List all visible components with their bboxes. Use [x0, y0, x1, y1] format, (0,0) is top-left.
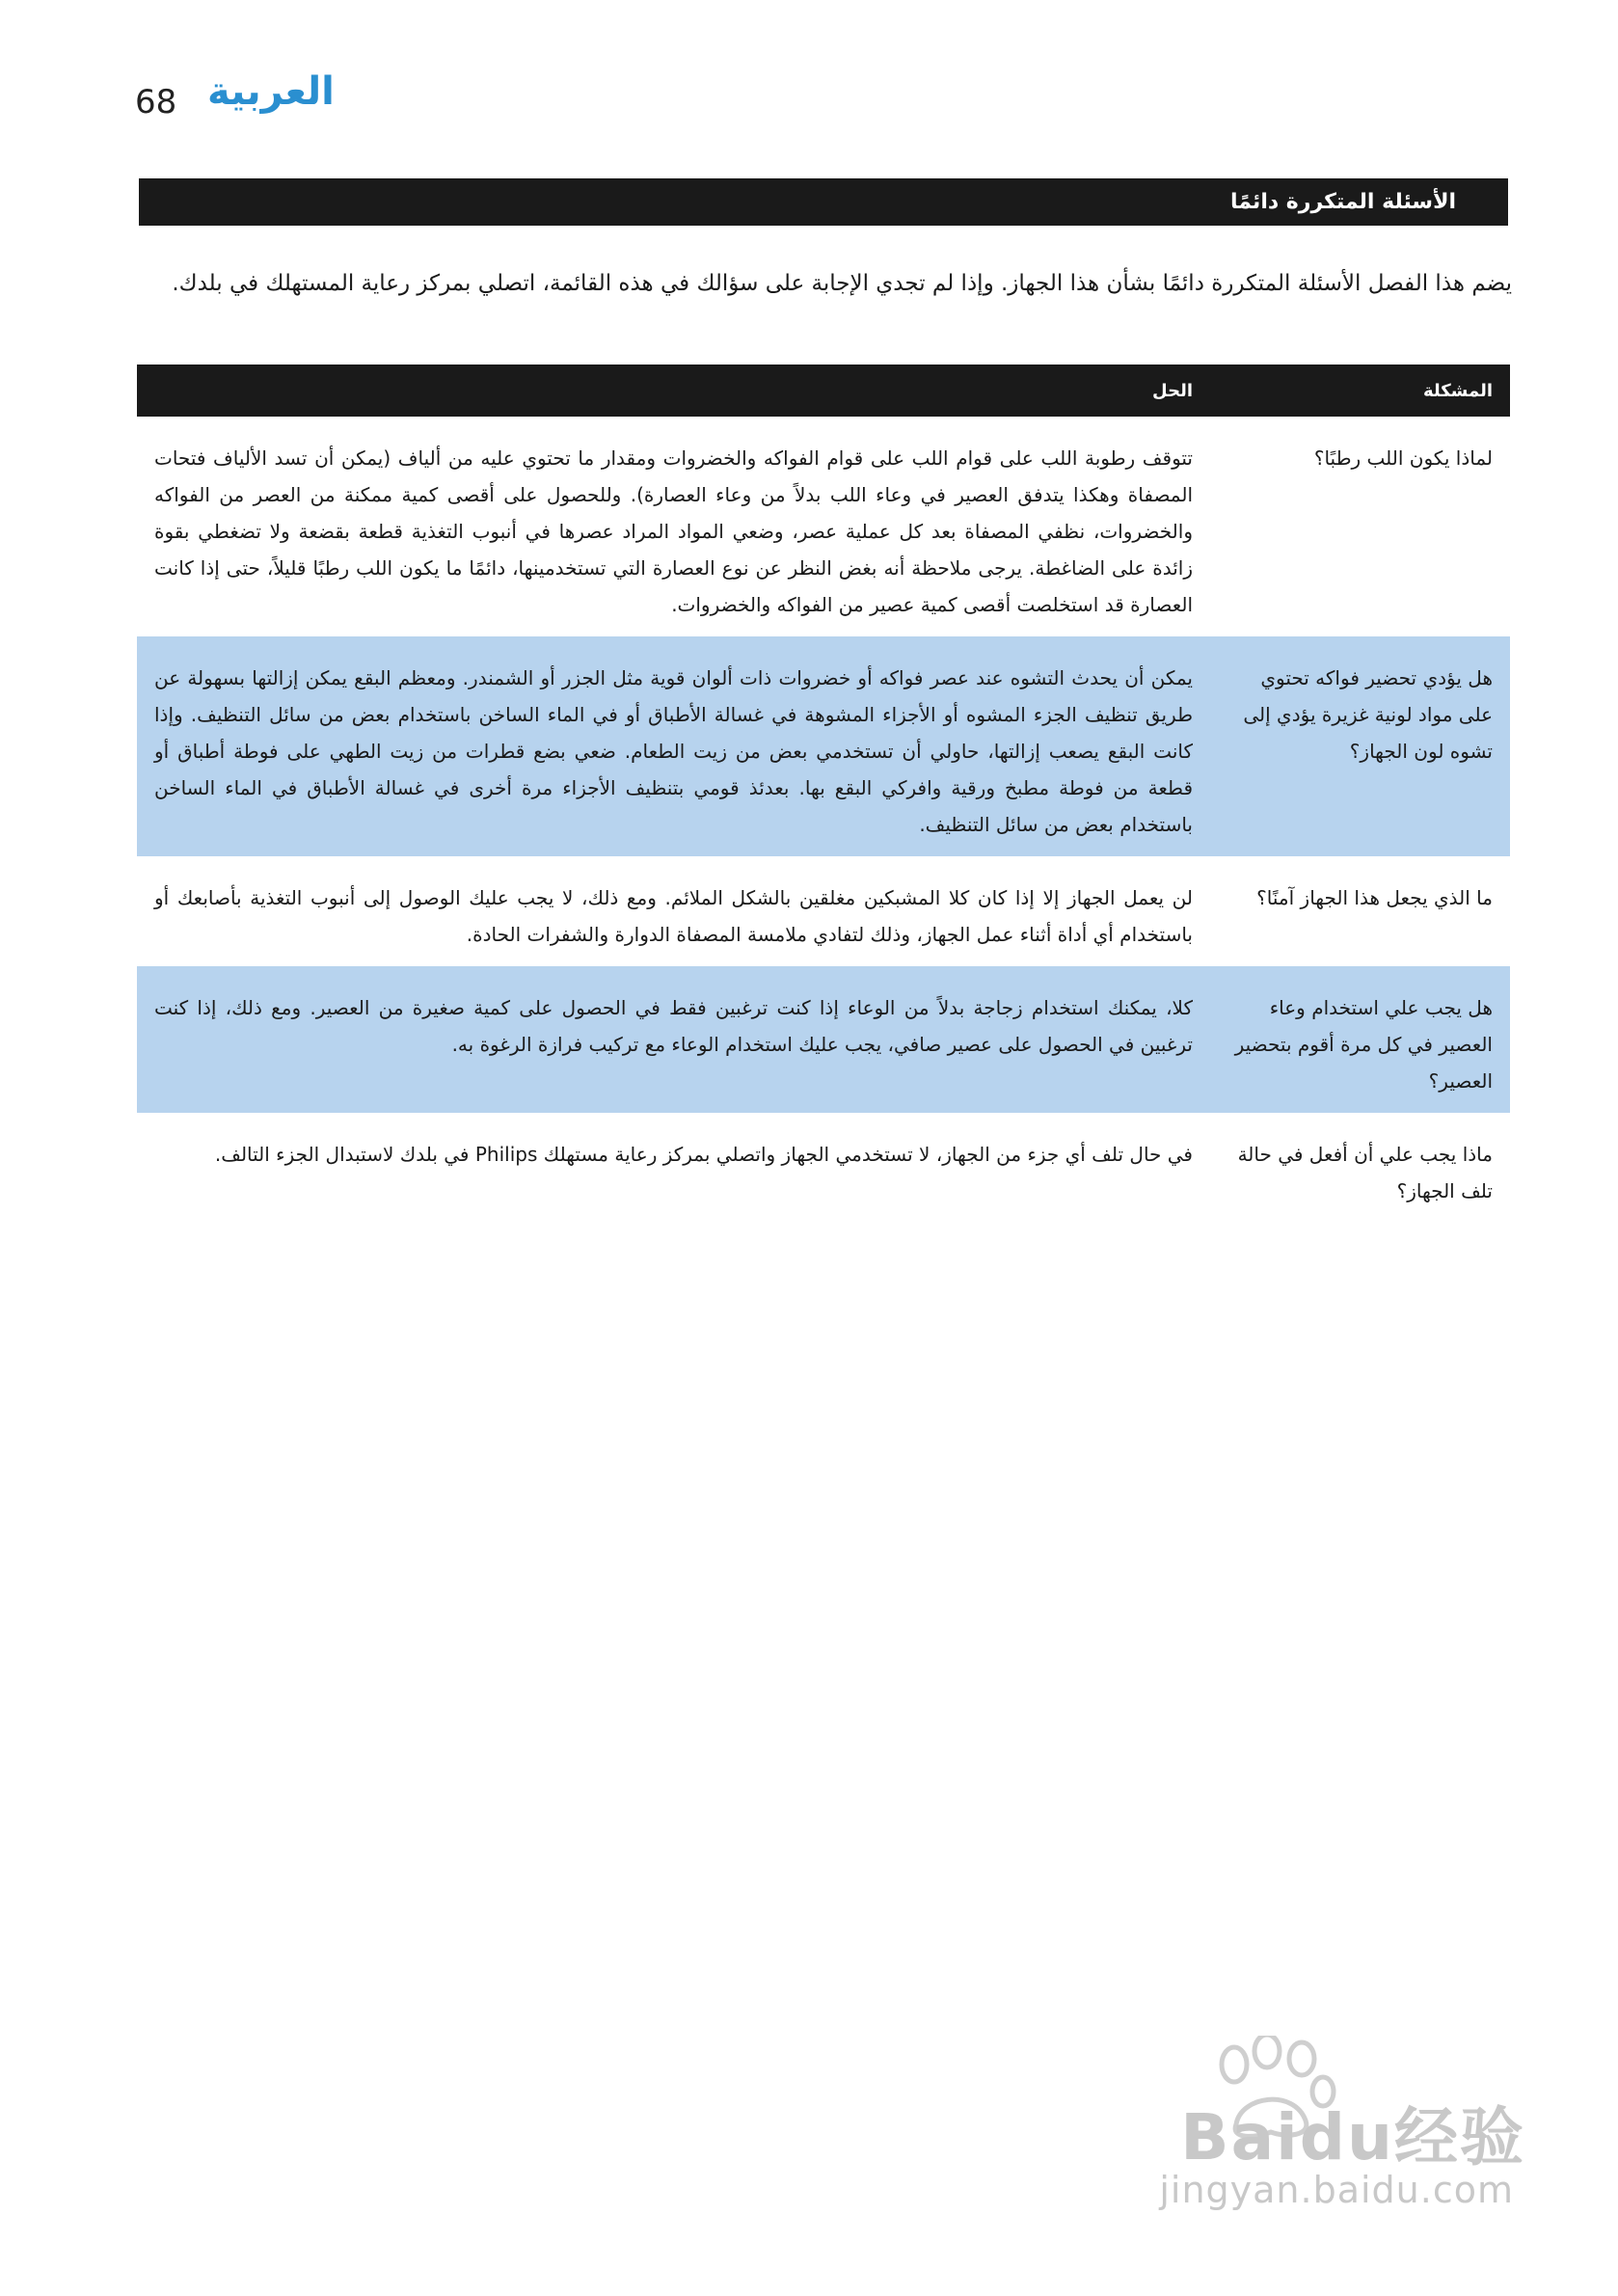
solution-cell: يمكن أن يحدث التشوه عند عصر فواكه أو خضروات ذات ألوان قوية مثل الجزر أو الشمندر. ومعظم البقع يمكن إزالتها بسهولة عن طريق تنظيف الجزء المشوه أو الأجزاء المشوهة في غسالة الأطباق أو في الماء الساخن باستخدام بعض من سائل التنظيف. وإذا كانت البقع يصعب إزالتها، حاولي أن تستخدمي بعض من زيت الطعام. ضعي بضع قطرات من زيت الطهي على فوطة أطباق أو قطعة من فوطة مطبخ ورقية وافركي البقع بها. بعدئذ قومي بتنظيف الأجزاء مرة أخرى في غسالة الأطباق في الماء الساخن باستخدام بعض من سائل التنظيف. — [137, 636, 1210, 856]
problem-cell: هل يجب علي استخدام وعاء العصير في كل مرة أقوم بتحضير العصير؟ — [1210, 966, 1510, 1113]
problem-cell: ما الذي يجعل هذا الجهاز آمنًا؟ — [1256, 886, 1493, 909]
faq-header-row — [137, 365, 1510, 417]
watermark-url: jingyan.baidu.com — [1159, 2169, 1514, 2211]
solution-text-after: في بلدك لاستبدال الجزء التالف. — [214, 1143, 470, 1166]
brand-name: Philips — [474, 1143, 538, 1166]
problem-cell: هل يؤدي تحضير فواكه تحتوي على مواد لونية غزيرة يؤدي إلى تشوه لون الجهاز؟ — [1210, 636, 1510, 856]
solution-cell: لن يعمل الجهاز إلا إذا كان كلا المشبكين مغلقين بالشكل الملائم. ومع ذلك، لا يجب عليك الوصول إلى أنبوب التغذية بأصابعك أو باستخدام أي أداة أثناء عمل الجهاز، وذلك لتفادي ملامسة المصفاة الدوارة والشفرات الحادة. — [154, 886, 1193, 946]
intro-paragraph: يضم هذا الفصل الأسئلة المتكررة دائمًا بشأن هذا الجهاز. وإذا لم تجدي الإجابة على سؤالك في هذه القائمة، اتصلي بمركز رعاية المستهلك في بلدك. — [172, 271, 1512, 296]
header-solution: الحل — [137, 365, 1210, 417]
section-title-bar — [139, 178, 1508, 226]
problem-cell: ماذا يجب علي أن أفعل في حالة تلف الجهاز؟ — [1237, 1143, 1493, 1202]
table-row — [137, 417, 1510, 636]
solution-cell — [137, 1113, 1210, 1223]
language-title: العربية — [207, 69, 335, 114]
watermark-main: Baidu经验 — [1180, 2100, 1525, 2174]
faq-table — [137, 365, 1510, 1223]
problem-cell: لماذا يكون اللب رطبًا؟ — [1313, 446, 1493, 470]
table-row — [137, 966, 1510, 1113]
table-row — [137, 1113, 1510, 1223]
solution-cell: كلا، يمكنك استخدام زجاجة بدلاً من الوعاء إذا كنت ترغبين فقط في الحصول على كمية صغيرة من العصير. ومع ذلك، إذا كنت ترغبين في الحصول على عصير صافي، يجب عليك استخدام الوعاء مع تركيب فرازة الرغوة به. — [137, 966, 1210, 1113]
section-title: الأسئلة المتكررة دائمًا — [1230, 190, 1456, 214]
header-problem: المشكلة — [1210, 365, 1510, 417]
solution-cell: تتوقف رطوبة اللب على قوام اللب على قوام الفواكه والخضروات ومقدار ما تحتوي عليه من ألياف (يمكن أن تسد الألياف فتحات المصفاة وهكذا يتدفق العصير في وعاء اللب بدلاً من وعاء العصارة). وللحصول على أقصى كمية ممكنة من العصر من الفواكه والخضروات، نظفي المصفاة بعد كل عملية عصر، وضعي المواد المراد عصرها في أنبوب التغذية قطعة بقضعة ولا تضغطي بقوة زائدة على الضاغطة. يرجى ملاحظة أنه بغض النظر عن نوع العصارة التي تستخدمينها، دائمًا ما يكون اللب رطبًا قليلاً، حتى إذا كانت العصارة قد استخلصت أقصى كمية عصير من الفواكه والخضروات. — [154, 446, 1193, 616]
solution-text-before: في حال تلف أي جزء من الجهاز، لا تستخدمي الجهاز واتصلي بمركز رعاية مستهلك — [543, 1143, 1193, 1166]
table-row — [137, 636, 1510, 856]
table-row — [137, 856, 1510, 966]
watermark — [1140, 2036, 1525, 2219]
page-number: 68 — [135, 83, 177, 122]
